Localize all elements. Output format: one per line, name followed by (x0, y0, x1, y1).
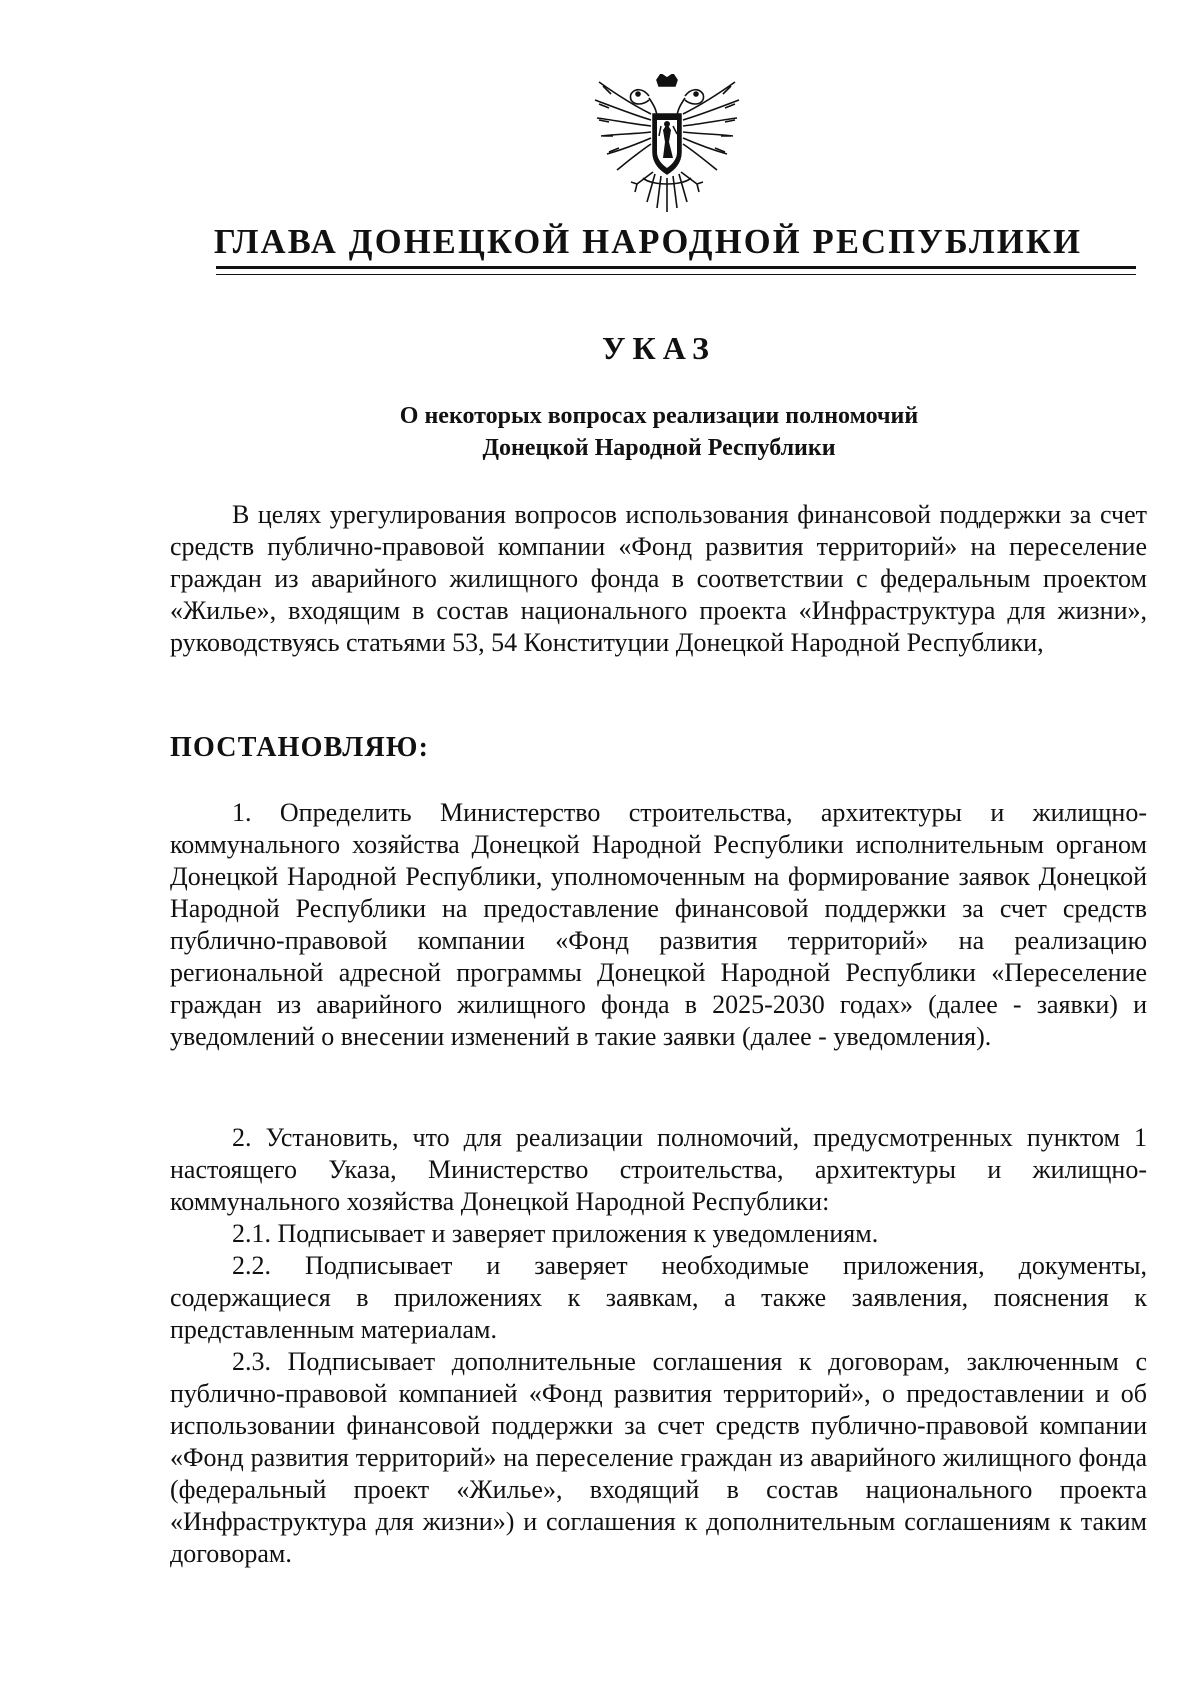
preamble-paragraph: В целях урегулирования вопросов использования финансовой поддержки за счет средств публично-правовой компании «Фонд развития территорий» на переселение граждан из аварийного жилищного фонда в соответствии с федеральным проектом «Жилье», входящим в состав национального проекта «Инфраструктура для жизни», руководствуясь статьями 53, 54 Конституции Донецкой Народной Республики, (170, 500, 1147, 657)
resolve-heading: ПОСТАНОВЛЯЮ: (170, 732, 430, 763)
item-2-2-paragraph: 2.2. Подписывает и заверяет необходимые приложения, документы, содержащиеся в приложениях к заявкам, а также заявления, пояснения к представленным материалам. (170, 1251, 1147, 1344)
item-1-paragraph: 1. Определить Министерство строительства, архитектуры и жилищно-коммунального хозяйства Донецкой Народной Республики исполнительным органом Донецкой Народной Республики, уполномоченным на формирование заявок Донецкой Народной Республики на предоставление финансовой поддержки за счет средств публично-правовой компании «Фонд развития территорий» на реализацию региональной адресной программы Донецкой Народной Республики «Переселение граждан из аварийного жилищного фонда в 2025-2030 годах» (далее - заявки) и уведомлений о внесении изменений в такие заявки (далее - уведомления). (170, 798, 1147, 1051)
issuer-title: ГЛАВА ДОНЕЦКОЙ НАРОДНОЙ РЕСПУБЛИКИ (213, 223, 1083, 261)
subject-line-1: О некоторых вопросах реализации полномочий (399, 403, 919, 429)
item-1 (170, 797, 1147, 1053)
subject-line-2: Донецкой Народной Республики (482, 435, 836, 461)
header-divider-thin (216, 274, 1136, 275)
item-2 (170, 1122, 1147, 1570)
item-2-paragraph: 2. Установить, что для реализации полномочий, предусмотренных пунктом 1 настоящего Указа, Министерство строительства, архитектуры и жилищно-коммунального хозяйства Донецкой Народной Республики: (170, 1123, 1147, 1216)
document-subject (0, 400, 1200, 464)
document-type: УКАЗ (602, 330, 716, 366)
item-2-3-paragraph: 2.3. Подписывает дополнительные соглашения к договорам, заключенным с публично-правовой компанией «Фонд развития территорий», о предоставлении и об использовании финансовой поддержки за счет средств публично-правовой компании «Фонд развития территорий» на переселение граждан из аварийного жилищного фонда (федеральный проект «Жилье», входящий в состав национального проекта «Инфраструктура для жизни») и соглашения к дополнительным соглашениям к таким договорам. (170, 1347, 1147, 1568)
header-divider-thick (216, 266, 1136, 269)
item-2-1-paragraph: 2.1. Подписывает и заверяет приложения к уведомлениям. (232, 1219, 879, 1248)
coat-of-arms-icon (591, 74, 743, 214)
preamble (170, 499, 1147, 659)
